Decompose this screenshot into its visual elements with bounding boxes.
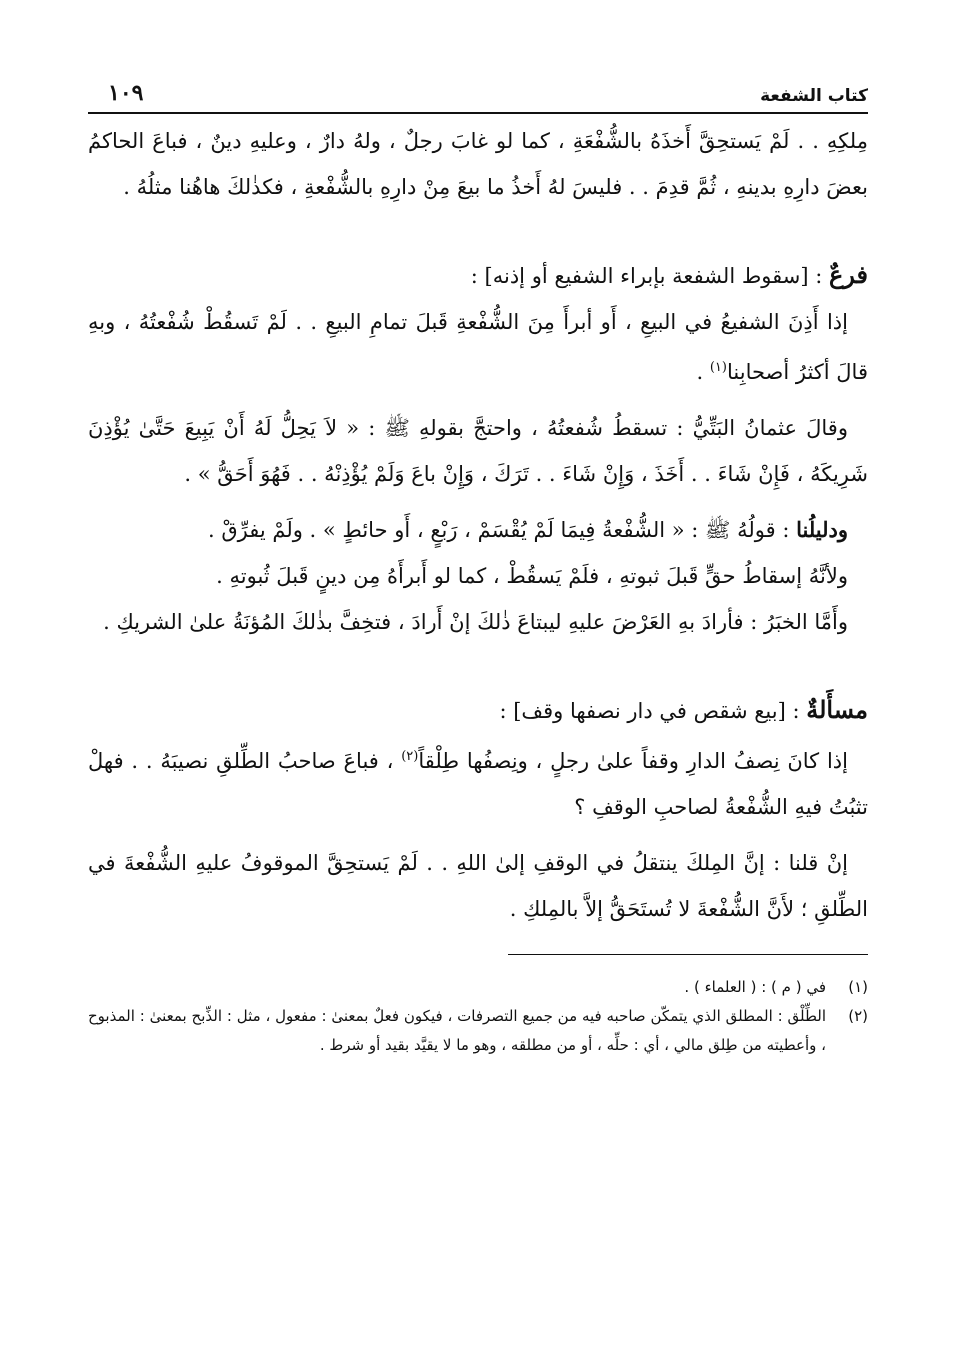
paragraph: وقالَ عثمانُ البَتِّيُّ : تسقطُ شُفعتُهُ ، واحتجَّ بقولهِ ﷺ : « لاَ يَحِلُّ لَهُ أَنْ يَبِيعَ حَتَّىٰ يُؤْذِنَ شَرِيكَهُ ، فَإِنْ شَاءَ . . أَخَذَ ، وَإِنْ شَاءَ . . تَرَكَ ، وَإِنْ باعَ وَلَمْ يُؤْذِنْهُ . . فَهُوَ أَحَقُّ » . [88,416,868,486]
footnote [88,973,868,1002]
footnotes [88,973,868,1060]
section-title: : [بيع شقص في دار نصفها وقف] : [499,699,807,723]
paragraph-lead: ودليلُنا [796,517,848,542]
section-keyword: مسأَلةٌ [806,695,868,724]
footnote-number: (٢) [848,1007,868,1025]
intro-paragraph: مِلكِهِ . . لَمْ يَستحِقَّ أَخذَهُ بالشُّفْعَةِ ، كما لو غابَ رجلٌ ، ولهُ دارٌ ، وعليهِ دينٌ ، فباعَ الحاكمُ بعضَ دارِهِ بدينهِ ، ثُمَّ قدِمَ . . فليسَ لهُ أَخذُ ما بيعَ مِنْ دارِهِ بالشُّفْعةِ ، فكذٰلكَ هاهُنا مثلُهُ . [88,129,868,199]
running-title: كتاب الشفعة [760,86,868,106]
footnote-text: الطِّلْق : المطلق الذي يتمكّن صاحبه فيه من جميع التصرفات ، فيكون فعلٌ بمعنىٰ : مفعول ، مثل : الذِّبح بمعنىٰ : المذبوح ، وأعطيته من طِلق مالي ، أي : حلِّه ، أو من مطلقه ، وهو ما لا يقيَّد بقيد أو شرط . [88,1007,826,1054]
page-number: ١٠٩ [108,80,144,106]
paragraph: إنْ قلنا : إنَّ المِلكَ ينتقلُ في الوقفِ إلىٰ اللهِ . . لَمْ يَستحِقَّ الموقوفُ عليهِ الشُّفْعةَ في الطِّلقِ ؛ لأَنَّ الشُّفْعةَ لا تُستَحَقُّ إلاَّ بالمِلكِ . [88,851,868,921]
section-title: : [سقوط الشفعة بإبراء الشفيع أو إذنه] : [470,264,829,288]
footnote-text: في ( م ) : ( العلماء ) . [684,978,826,996]
paragraph: إذا أَذِنَ الشفيعُ في البيعِ ، أَو أبرأَ مِنَ الشُّفْعةِ قَبلَ تمامِ البيعِ . . لَمْ تَسقُطْ شُفْعتُهُ ، وبهِ قالَ أكثرُ أصحابِنا$^{(١)}$ . [88,310,868,384]
paragraph: إذا كانَ نِصفُ الدارِ وقفاً علىٰ رجلٍ ، ونِصفُها طِلْقاً$^{(٢)}$ ، فباعَ صاحبُ الطِّلقِ نصيبَهُ . . فهلْ تثبُتُ فيهِ الشُّفْعةُ لصاحبِ الوقفِ ؟ [88,749,868,819]
footnote-number: (١) [848,978,868,996]
section-heading-masala [88,687,868,734]
section-heading-far [88,252,868,299]
footnote-ref: (٢) [401,749,419,764]
book-page [88,70,868,1060]
paragraph: وأَمَّا الخبَرُ : فأرادَ بهِ العَرْضَ عليهِ ليبتاعَ ذٰلكَ إنْ أَرادَ ، فتخِفَّ بذٰلكَ المُؤنَةُ علىٰ الشريكِ . [103,610,848,634]
footnote-divider [508,954,868,955]
footnote-ref: (١) [709,360,727,375]
section-keyword: فرعٌ [828,260,868,289]
paragraph: ودليلُنا : قولُهُ ﷺ : « الشُّفْعةُ فِيمَا لَمْ يُقْسَمْ ، رَبْعٍ ، أَو حائطٍ » . ولَمْ يفرِّقْ . [207,517,848,542]
footnote [88,1002,868,1060]
paragraph: ولأنَّهُ إسقاطُ حقٍّ قَبلَ ثبوتهِ ، فلَمْ يَسقُطْ ، كما لو أَبرأَهُ مِن دينٍ قَبلَ ثُبوتهِ . [216,564,848,588]
page-header [88,70,868,114]
body-text [88,118,868,932]
